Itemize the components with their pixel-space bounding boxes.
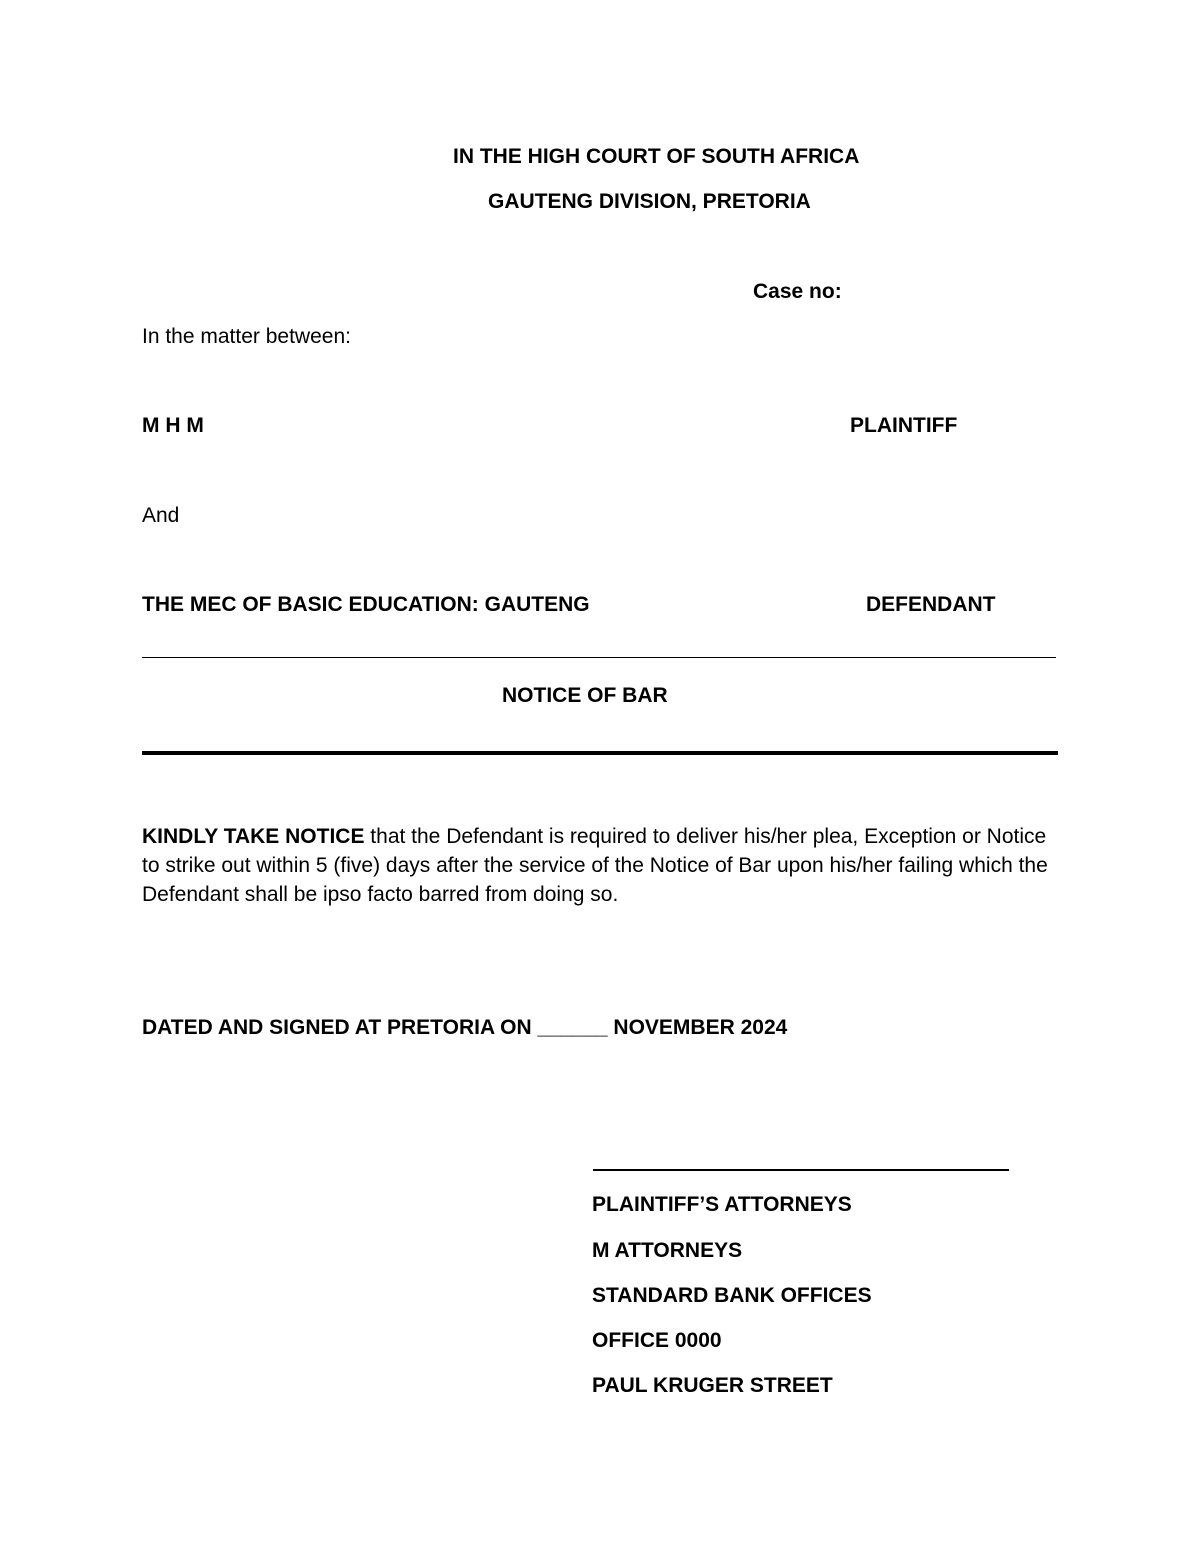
signature-line	[593, 1169, 1009, 1171]
notice-text: that the Defendant is required to deliver his/her plea, Exception or Notice to strike out within 5 (five) days after the service of the Notice of Bar upon his/her failing which the Defendant shall be ipso facto barred from doing so.	[142, 825, 1048, 906]
notice-lead: KINDLY TAKE NOTICE	[142, 825, 365, 848]
court-division: GAUTENG DIVISION, PRETORIA	[488, 190, 811, 213]
divider-thick	[142, 751, 1058, 755]
plaintiff-name: M H M	[142, 414, 204, 437]
notice-title: NOTICE OF BAR	[502, 684, 668, 707]
defendant-name: THE MEC OF BASIC EDUCATION: GAUTENG	[142, 593, 590, 616]
defendant-role: DEFENDANT	[866, 593, 996, 616]
attorney-street: PAUL KRUGER STREET	[592, 1374, 833, 1397]
dated-signed-line: DATED AND SIGNED AT PRETORIA ON ______ NOVEMBER 2024	[142, 1016, 788, 1039]
attorney-firm: M ATTORNEYS	[592, 1239, 743, 1262]
attorney-building: STANDARD BANK OFFICES	[592, 1284, 872, 1307]
matter-between-text: In the matter between:	[142, 325, 351, 348]
case-number-label: Case no:	[753, 280, 842, 303]
court-name: IN THE HIGH COURT OF SOUTH AFRICA	[453, 145, 860, 168]
party-conjunction: And	[142, 504, 180, 527]
attorney-office: OFFICE 0000	[592, 1329, 722, 1352]
notice-body	[142, 822, 1062, 909]
attorney-title: PLAINTIFF’S ATTORNEYS	[592, 1193, 852, 1216]
divider-thin	[142, 657, 1056, 658]
plaintiff-role: PLAINTIFF	[850, 414, 958, 437]
